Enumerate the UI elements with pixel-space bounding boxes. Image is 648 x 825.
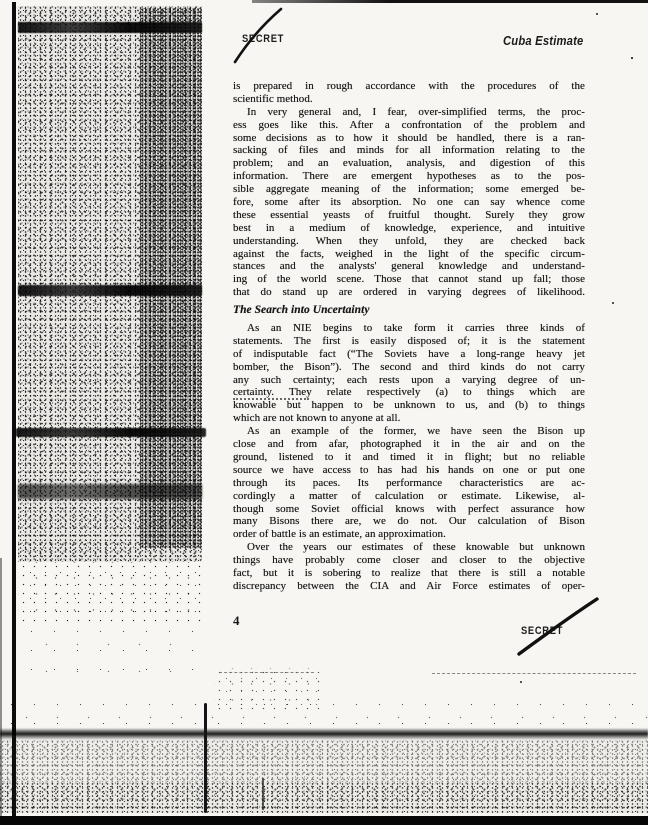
scan-noise-band-4: [18, 484, 202, 499]
scan-noise-band-3: [16, 428, 206, 437]
text-line: close and from afar, photographed it in the air and on the: [233, 438, 585, 451]
scan-speck: [631, 57, 633, 59]
text-line: As an example of the former, we have seen the Bison up: [247, 425, 585, 438]
scan-noise-horizontal-line: [0, 728, 648, 740]
text-line: sacking of files and minds for all information relating to the: [233, 144, 585, 157]
scan-dotted-underline-artifact: [233, 396, 309, 400]
text-line: fore, some after its absorption. No one can say whence come: [233, 196, 585, 209]
text-line: As an NIE begins to take form it carries three kinds of: [247, 322, 585, 335]
text-line: things have probably come closer and closer to the objective: [233, 554, 585, 567]
scan-noise-bottom-left-patch: [214, 668, 324, 712]
text-line: knowable but happen to be unknown to us, and (b) to things: [233, 399, 585, 412]
page-body: [233, 80, 585, 593]
text-line: problem; and an evaluation, analysis, and digestion of this: [233, 157, 585, 170]
text-line: many Bisons there are, we do not. Our calculation of Bison: [233, 515, 585, 528]
scan-vertical-line-bottom: [204, 703, 207, 813]
strikethrough-mark-top-icon: [226, 4, 291, 66]
section-heading: The Search into Uncertainty: [233, 304, 370, 317]
text-line: fact, but it is sobering to realize that there is still a notable: [233, 566, 585, 579]
text-line: some decisions as to how it should be handled, there is a ran-: [233, 131, 585, 144]
strikethrough-mark-bottom-icon: [510, 592, 605, 662]
scan-noise-bottom-sparse: [0, 695, 648, 728]
text-line: that do stand up are ordered in varying degrees of likelihood.: [233, 286, 585, 299]
scan-vertical-streak: [262, 778, 264, 810]
text-line: information. There are emergent hypotheses as to the pos-: [233, 170, 585, 183]
scan-bottom-black-bar: [0, 816, 648, 825]
scan-noise-band-1: [18, 22, 202, 33]
scan-speck: [520, 681, 522, 683]
text-line: sible aggregate meaning of the information; some emerged be-: [233, 183, 585, 196]
scan-noise-left-fade-1: [18, 562, 202, 622]
scan-left-edge-line: [12, 2, 16, 816]
text-line: stances and the analysts' general knowledge and understand-: [233, 260, 585, 273]
scan-top-edge-line: [252, 0, 648, 3]
text-line: cordingly a matter of calculation or estimate. Likewise, al-: [233, 489, 585, 502]
text-line: of indisputable fact (“The Soviets have a long-range heavy jet: [233, 347, 585, 360]
scan-noise-bottom-dense: [0, 782, 648, 813]
text-line: Over the years our estimates of these knowable but unknown: [247, 541, 585, 554]
text-line: In very general and, I fear, over-simplified terms, the proc-: [247, 105, 585, 118]
text-line: bomber, the Bison”). The second and third kinds do not carry: [233, 360, 585, 373]
text-line: order of battle is an estimate, an approximation.: [233, 528, 446, 541]
scan-noise-left-dense-strip: [140, 8, 202, 548]
scan-speck: [612, 302, 614, 304]
text-line: ing of the world scene. Those that cannot stand up fall; those: [233, 273, 585, 286]
scan-dashed-mark-right: [432, 673, 636, 674]
scan-speck: [596, 13, 598, 15]
text-line: through its paces. Its performance characteristics are ac-: [233, 476, 585, 489]
scan-noise-left-fade-2: [20, 622, 200, 688]
page-number: 4: [233, 613, 240, 628]
scan-noise-band-2: [18, 285, 202, 296]
text-line: is prepared in rough accordance with the procedures of the: [233, 80, 585, 92]
text-line: scientific method.: [233, 92, 313, 105]
text-line: ess goes like this. After a confrontation of the problem and: [233, 118, 585, 131]
text-line: discrepancy between the CIA and Air Force estimates of oper-: [233, 579, 585, 592]
text-line: understanding. When they unfold, they are checked back: [233, 234, 585, 247]
text-line: source we have access to has had his hands on one or put one: [233, 463, 585, 476]
running-title: Cuba Estimate: [503, 34, 584, 48]
text-line: any such certainty; each rests upon a varying degree of un-: [233, 373, 585, 386]
text-line: certainty. They relate respectively (a) to things which are: [233, 386, 585, 399]
classification-stamp-bottom: SECRET: [521, 625, 564, 637]
scan-noise-bottom-mid: [0, 740, 648, 782]
text-line: these essential yeasts of fruitful thought. Surely they grow: [233, 208, 585, 221]
text-line: which are not known to anyone at all.: [233, 412, 401, 425]
text-line: though some Soviet official knows with perfect assurance how: [233, 502, 585, 515]
classification-stamp-top: SECRET: [242, 33, 285, 45]
scan-dashed-mark-left: [219, 672, 314, 673]
text-line: ground, listened to it and timed it in flight; but no reliable: [233, 450, 585, 463]
text-line: against the facts, weighed in the light of the specific circum-: [233, 247, 585, 260]
text-line: statements. The first is easily disposed of; it is the statement: [233, 334, 585, 347]
text-line: best in a medium of knowledge, experience, and intuitive: [233, 221, 585, 234]
